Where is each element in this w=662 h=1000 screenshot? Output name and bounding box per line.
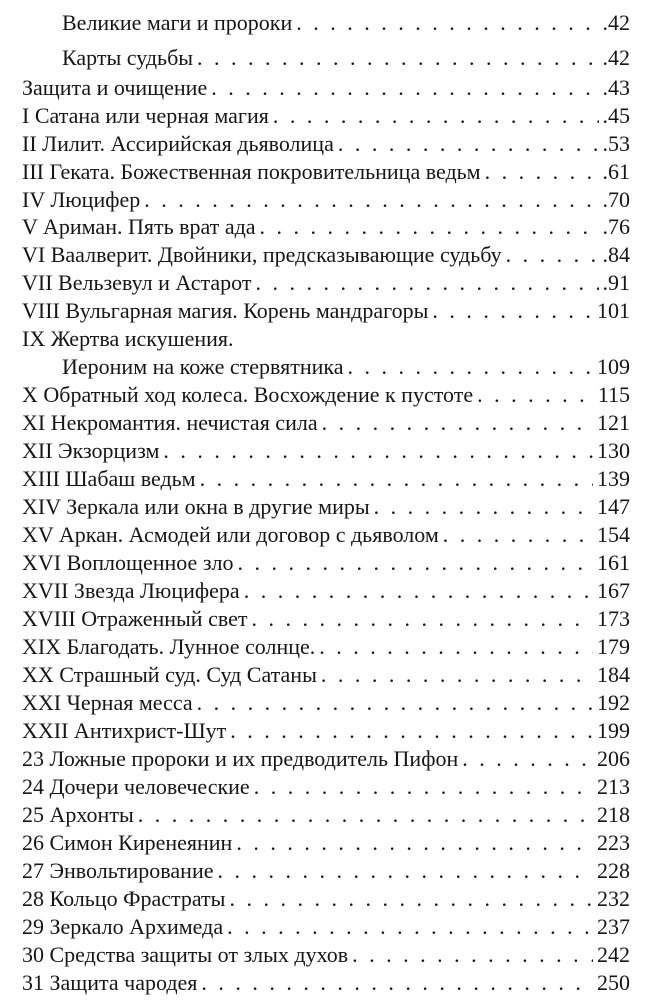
toc-entry-page: .91 bbox=[602, 270, 630, 295]
toc-entry-title: XVI Воплощенное зло bbox=[22, 550, 234, 575]
toc-entry-title: IX Жертва искушения. bbox=[22, 326, 234, 351]
toc-entry-title: XII Экзорцизм bbox=[22, 438, 160, 463]
toc-entry-title: XI Некромантия. нечистая сила bbox=[22, 410, 318, 435]
toc-entry-page: .42 bbox=[602, 45, 630, 70]
toc-entry-page: 154 bbox=[597, 522, 630, 547]
toc-entry-page: 101 bbox=[597, 298, 630, 323]
toc-entry-page: .43 bbox=[602, 75, 630, 100]
toc-entry-title: 27 Энвольтирование bbox=[22, 858, 214, 883]
toc-entry-page: 109 bbox=[597, 354, 630, 379]
toc-entry-title: VIII Вульгарная магия. Корень мандрагоры bbox=[22, 298, 429, 323]
toc-entry-page: .45 bbox=[602, 103, 630, 128]
toc-entry-page: 161 bbox=[597, 550, 630, 575]
toc-entry-title: XXII Антихрист-Шут bbox=[22, 718, 227, 743]
toc-entry-page: 147 bbox=[597, 494, 630, 519]
toc-entry-page: 250 bbox=[597, 970, 630, 995]
toc-entry-page: 173 bbox=[597, 606, 630, 631]
toc-entry-title: XX Страшный суд. Суд Сатаны bbox=[22, 662, 317, 687]
toc-entry-title: II Лилит. Ассирийская дьяволица bbox=[22, 131, 334, 156]
toc-entry-title: 29 Зеркало Архимеда bbox=[22, 914, 224, 939]
toc-entry-page: 237 bbox=[597, 914, 630, 939]
toc-entry-title: V Ариман. Пять врат ада bbox=[22, 214, 256, 239]
toc-entry-page: 167 bbox=[597, 578, 630, 603]
toc-entry-title: VII Вельзевул и Астарот bbox=[22, 270, 252, 295]
toc-entry-page: 184 bbox=[597, 662, 630, 687]
toc-entry-title: 23 Ложные пророки и их предводитель Пифон bbox=[22, 746, 459, 771]
toc-entry-title: IV Люцифер bbox=[22, 187, 141, 212]
toc-entry-page: 199 bbox=[597, 718, 630, 743]
toc-entry-page: 179 bbox=[597, 634, 630, 659]
toc-entry-page: .61 bbox=[602, 159, 630, 184]
toc-entry-title: XVIII Отраженный свет bbox=[22, 606, 248, 631]
toc-entry-title: 28 Кольцо Фрастраты bbox=[22, 886, 226, 911]
toc-entry-page: 121 bbox=[597, 410, 630, 435]
toc-entry-title: I Сатана или черная магия bbox=[22, 103, 269, 128]
toc-entry-title: X Обратный ход колеса. Восхождение к пустоте bbox=[22, 382, 474, 407]
toc-entry-title: 26 Симон Киренеянин bbox=[22, 830, 233, 855]
toc-entry-page: 223 bbox=[597, 830, 630, 855]
dot-leader bbox=[296, 10, 598, 36]
toc-entry-page: 228 bbox=[597, 858, 630, 883]
toc-entry-title: 25 Архонты bbox=[22, 802, 134, 827]
toc-entry-page: 115 bbox=[597, 382, 630, 407]
toc-entry-page: .70 bbox=[602, 187, 630, 212]
toc-entry bbox=[62, 37, 630, 71]
toc-entry-page: .53 bbox=[602, 131, 630, 156]
toc-entry-page: 242 bbox=[597, 942, 630, 967]
toc-entry-title: Карты судьбы bbox=[62, 45, 194, 70]
toc-entry-page: 130 bbox=[597, 438, 630, 463]
toc-entry-title: 24 Дочери человеческие bbox=[22, 774, 250, 799]
toc-entry-page: .84 bbox=[602, 242, 630, 267]
toc-entry bbox=[22, 962, 630, 996]
toc-entry-title: 30 Средства защиты от злых духов bbox=[22, 942, 349, 967]
toc-entry-page: 213 bbox=[597, 774, 630, 799]
toc-entry-title: 31 Защита чародея bbox=[22, 970, 198, 995]
toc-entry bbox=[62, 2, 630, 36]
toc-entry-title: Защита и очищение bbox=[22, 75, 208, 100]
toc-entry-title: III Геката. Божественная покровительница ведьм bbox=[22, 159, 481, 184]
toc-entry-page: 139 bbox=[597, 466, 630, 491]
toc-entry-title: XXI Черная месса bbox=[22, 690, 193, 715]
toc-entry-title: VI Ваалверит. Двойники, предсказывающие судьбу bbox=[22, 242, 502, 267]
toc-entry-title: Великие маги и пророки bbox=[62, 10, 293, 35]
toc-entry-page: 192 bbox=[597, 690, 630, 715]
toc-entry-page: .76 bbox=[602, 214, 630, 239]
toc-entry-title: XVII Звезда Люцифера bbox=[22, 578, 240, 603]
toc-entry-title: XIX Благодать. Лунное солнце. bbox=[22, 634, 316, 659]
toc-entry-title: Иероним на коже стервятника bbox=[62, 354, 344, 379]
toc-entry-title: XIV Зеркала или окна в другие миры bbox=[22, 494, 370, 519]
toc-entry-page: 206 bbox=[597, 746, 630, 771]
toc-entry-page: 218 bbox=[597, 802, 630, 827]
toc-entry-page: 232 bbox=[597, 886, 630, 911]
toc-entry-title: XIII Шабаш ведьм bbox=[22, 466, 196, 491]
dot-leader bbox=[201, 970, 593, 996]
toc-entry-title: XV Аркан. Асмодей или договор с дьяволом bbox=[22, 522, 439, 547]
toc-entry-page: .42 bbox=[602, 10, 630, 35]
